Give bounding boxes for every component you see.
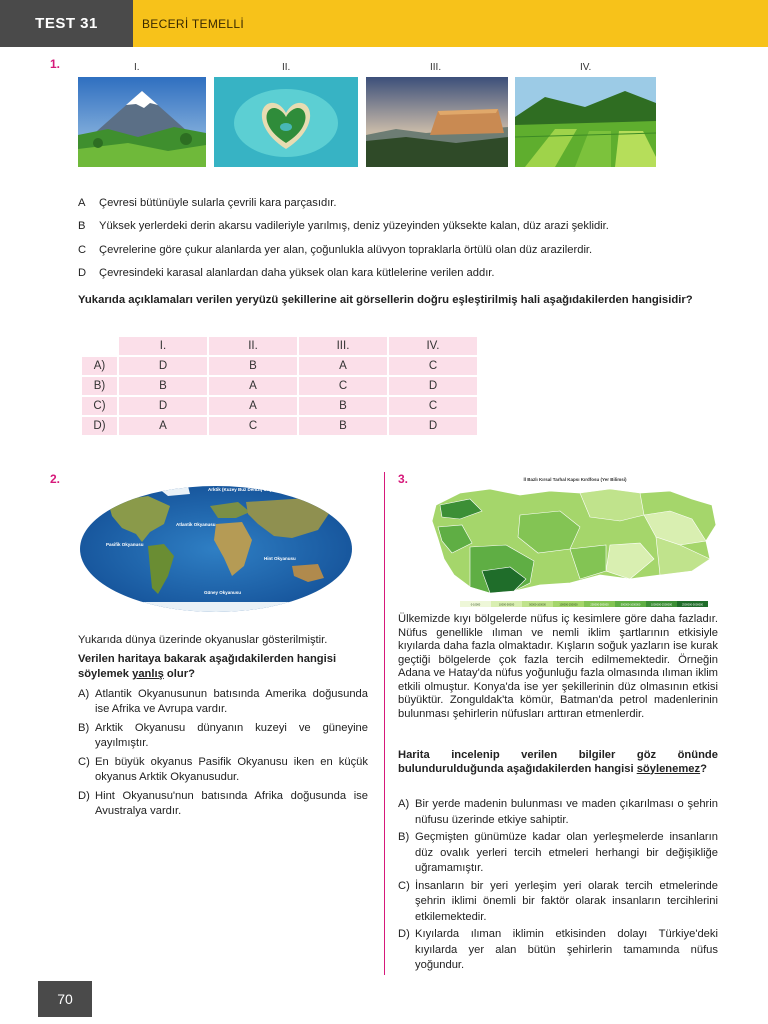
legend-label: 2500000-5000000 [681,603,704,607]
legend-label: 50000-100000 [529,603,546,607]
q2-option-c[interactable]: C) En büyük okyanus Pasifik Okyanusu iken en küçük okyanus Arktik Okyanusudur. [78,756,368,783]
row-label: A) [82,357,117,375]
legend-label: 10000-50000 [498,603,515,607]
table-cell: C [299,377,387,395]
table-cell: A [119,417,207,435]
table-cell: C [389,397,477,415]
legend-label: 500000-1000000 [620,603,641,607]
q3-options [398,797,718,976]
map-label-arctic: Arktik (Kuzey Buz Denizi) Okyanusu [208,487,286,492]
q3-option-a[interactable]: A) Bir yerde madenin bulunması ve maden çıkarılması o şehrin nüfusu üzerinde etkiye sahiptir. [398,798,718,826]
table-cell: A [299,357,387,375]
table-cell: B [209,357,297,375]
table-cell: B [119,377,207,395]
image-label-1: I. [134,62,140,73]
table-cell: B [299,397,387,415]
image-label-4: IV. [580,62,592,73]
test-label: TEST 31 [0,0,133,47]
q3-stem: Harita incelenip verilen bilgiler göz önünde bulundurulduğunda aşağıdakilerden hangisi söylenemez? [398,749,718,775]
q1-option-c: C Çevrelerine göre çukur alanlarda yer alan, çoğunlukla alüvyon topraklarla örtülü olan düz arazilerdir. [78,244,593,256]
q2-stem: Verilen haritaya bakarak aşağıdakilerden hangisi söylemek yanlış olur? [78,653,337,680]
q2-option-d[interactable]: D) Hint Okyanusu'nun batısında Afrika doğusunda ise Avustralya vardır. [78,790,368,817]
table-cell: C [209,417,297,435]
q1-option-a: A Çevresi bütünüyle sularla çevrili kara parçasıdır. [78,197,337,209]
page-header [0,0,768,47]
row-label: D) [82,417,117,435]
table-cell: D [119,357,207,375]
legend-label: 250000-500000 [590,603,609,607]
table-header-cell: IV. [389,337,477,355]
q2-option-b[interactable]: B) Arktik Okyanusu dünyanın kuzeyi ve güneyine yayılmıştır. [78,722,368,749]
answer-table [80,335,479,437]
row-label: B) [82,377,117,395]
q2-options [78,687,368,823]
legend-label: 0-10000 [470,603,481,607]
map-legend [460,601,708,607]
map-label-southern: Güney Okyanusu [204,590,242,595]
map-label-indian: Hint Okyanusu [264,556,296,561]
mountain-photo [78,77,206,167]
map-label-atlantic: Atlantik Okyanusu [176,522,216,527]
question-2-number: 2. [50,472,61,486]
q1-stem: Yukarıda açıklamaları verilen yeryüzü şekillerine ait görsellerin doğru eşleştirilmiş hali aşağıdakilerden hangisidir? [78,294,693,306]
plain-photo [515,77,656,167]
q2-option-a[interactable]: A) Atlantik Okyanusunun batısında Amerika doğusunda ise Afrika ve Avrupa vardır. [78,688,368,715]
table-header-cell: III. [299,337,387,355]
q3-option-d[interactable]: D) Kıyılarda ılıman iklimin etkisinden dolayı Türkiye'deki kıyılarda yer alan bütün şehirlerin tamamında nüfus yoğundur. [398,928,718,971]
table-header-cell: I. [119,337,207,355]
map-title: İl Bazlı Kırsal Tarhal Kapsı Kırdfosu (Yer Bilimsi) [523,477,627,482]
q3-option-c[interactable]: C) İnsanların bir yeri yerleşim yeri olarak tercih etmelerinde şehrin iklimi önemli bir faktör olarak insanların tercihlerini etkilemektedir. [398,879,718,923]
q1-option-d: D Çevresindeki karasal alanlardan daha yüksek olan kara kütlelerine verilen addır. [78,267,495,279]
q3-option-b[interactable]: B) Geçmişten günümüze kadar olan yerleşmelerde insanların düz ovalık yerleri tercih etmeleri herhangi bir değişikliğe uğramamıştır. [398,831,718,874]
row-label: C) [82,397,117,415]
header-title: BECERİ TEMELLİ [142,16,245,31]
q2-intro: Yukarıda dünya üzerinde okyanuslar gösterilmiştir. [78,634,328,646]
world-ocean-map [78,484,354,614]
question-3-number: 3. [398,472,409,486]
table-cell: D [389,377,477,395]
turkey-population-map [430,475,720,610]
island-photo [214,77,358,167]
q3-paragraph: Ülkemizde kıyı bölgelerde nüfus iç kesimlere göre daha fazladır. Nüfus genellikle ılıman ve nemli iklim şartlarının etkisiyle kıyılarda daha fazla olmaktadır. Kışların soğuk yazların ise kurak geçtiği bölgelerde çok fazla tercih edilmemektedir. Örneğin Adana ve Hatay'da nüfus yoğunluğu fazla olmasında ılıman iklim etkili olmuştur. Konya'da ise yer şekillerinin düz olmasının etkisi büyüktür. Zonguldak'ta kömür, Batman'da petrol madenlerinin bulunması şehirlerin nüfusları arttıran etmenlerdir. [398,613,718,720]
q1-option-b: B Yüksek yerlerdeki derin akarsu vadileriyle yarılmış, deniz yüzeyinden yüksekte kalan, düz arazi şeklidir. [78,220,609,232]
page-number: 70 [38,981,92,1017]
legend-label: 1000000-2500000 [650,603,673,607]
table-row[interactable] [82,397,477,415]
image-label-3: III. [430,62,442,73]
table-row[interactable] [82,357,477,375]
table-cell: D [389,417,477,435]
answer-table-header [82,337,477,355]
legend-label: 100000-250000 [559,603,578,607]
table-row[interactable] [82,417,477,435]
image-label-2: II. [282,62,291,73]
table-row[interactable] [82,377,477,395]
table-cell: A [209,397,297,415]
question-1-number: 1. [50,57,61,71]
table-cell: D [119,397,207,415]
table-header-cell: II. [209,337,297,355]
column-divider [384,472,385,975]
plateau-photo [366,77,508,167]
table-cell: A [209,377,297,395]
table-cell: B [299,417,387,435]
table-cell: C [389,357,477,375]
map-label-pacific: Pasifik Okyanusu [106,542,144,547]
